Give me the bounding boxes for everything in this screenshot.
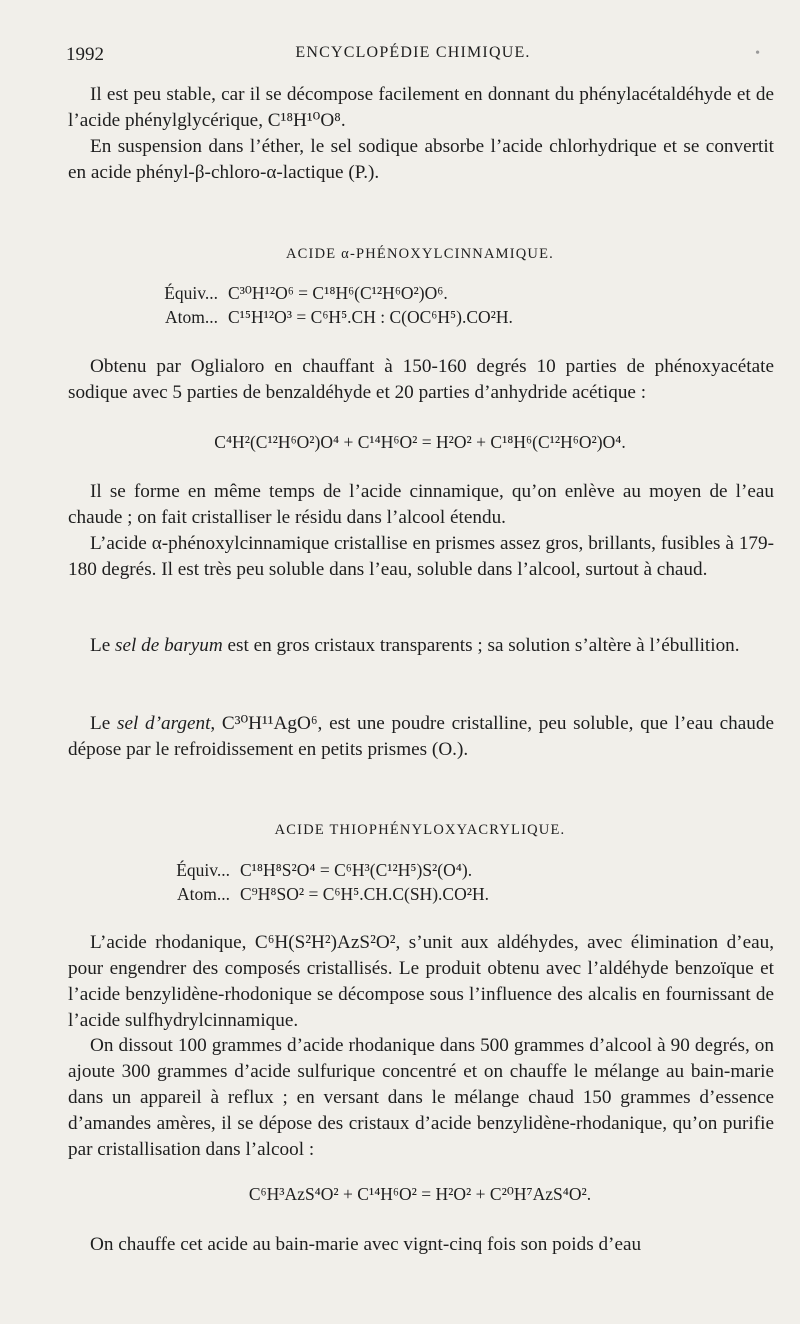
formula-atom-row-2 (130, 884, 489, 905)
atom-formula: C⁹H⁸SO² = C⁶H⁵.CH.C(SH).CO²H. (240, 884, 489, 904)
paragraph-decomposition: Il est peu stable, car il se décompose facilement en donnant du phénylacétaldéhyde et de l’acide phénylglycérique, C¹⁸H¹⁰O⁸. (68, 84, 774, 131)
text-fragment: Le (90, 713, 117, 734)
text-fragment: Le (90, 635, 116, 656)
section-heading-phenoxylcinnamique: ACIDE α-PHÉNOXYLCINNAMIQUE. (286, 246, 554, 262)
paragraph-chauffe: On chauffe cet acide au bain-marie avec vignt-cinq fois son poids d’eau (90, 1234, 642, 1255)
formula-equiv-row-1 (118, 283, 448, 304)
atom-label: Atom... (165, 307, 218, 327)
atom-formula: C¹⁵H¹²O³ = C⁶H⁵.CH : C(OC⁶H⁵).CO²H. (228, 307, 513, 327)
page-header (66, 44, 760, 70)
paragraph-preparation: On dissout 100 grammes d’acide rhodanique dans 500 grammes d’alcool à 90 degrés, on ajoute 300 grammes d’acide sulfurique concentré et on chauffe le mélange au bain-marie dans un appareil à reflux ; en versant dans le mélange chaud 150 grammes d’essence d’amandes amères, il se dépose des cristaux d’acide benzylidène-rhodanique, qu’on purifie par cristallisation dans l’alcool : (68, 1035, 774, 1160)
equiv-label: Équiv... (164, 283, 218, 303)
italic-term-baryum: sel de baryum (115, 635, 223, 656)
paragraph-sel-argent (68, 711, 774, 763)
text-fragment: , C³⁰H¹¹AgO⁶, est une poudre cristalline, peu soluble, que l’eau chaude dépose par le refroidissement en petits prismes (O.). (68, 713, 774, 760)
reaction-equation-2: C⁶H³AzS⁴O² + C¹⁴H⁶O² = H²O² + C²⁰H⁷AzS⁴O². (248, 1184, 592, 1204)
paragraph-suspension: En suspension dans l’éther, le sel sodique absorbe l’acide chlorhydrique et se convertit en acide phényl-β-chloro-α-lactique (P.). (68, 136, 774, 183)
paragraph-cinnamique: Il se forme en même temps de l’acide cinnamique, qu’on enlève au moyen de l’eau chaude ; on fait cristalliser le résidu dans l’alcool étendu. (68, 481, 774, 528)
paragraph-crystallisation: L’acide α-phénoxylcinnamique cristallise en prismes assez gros, brillants, fusibles à 179-180 degrés. Il est très peu soluble dans l’eau, soluble dans l’alcool, surtout à chaud. (68, 533, 774, 580)
ink-speck: • (755, 46, 760, 61)
equiv-label: Équiv... (176, 860, 230, 880)
paragraph-oglialoro: Obtenu par Oglialoro en chauffant à 150-160 degrés 10 parties de phénoxyacétate sodique avec 5 parties de benzaldéhyde et 20 parties d’anhydride acétique : (68, 356, 774, 403)
section-heading-thiophenyloxyacrylique: ACIDE THIOPHÉNYLOXYACRYLIQUE. (274, 822, 566, 838)
paragraph-acide-rhodanique: L’acide rhodanique, C⁶H(S²H²)AzS²O², s’unit aux aldéhydes, avec élimination d’eau, pour engendrer des composés cristallisés. Le produit obtenu avec l’aldéhyde benzoïque et l’acide benzylidène-rhodonique se décompose sous l’influence des alcalis en fournissant de l’acide sulfhydrylcinnamique. (68, 932, 774, 1031)
running-title: ENCYCLOPÉDIE CHIMIQUE. (295, 44, 531, 61)
paragraph-sel-baryum (68, 633, 774, 659)
formula-atom-row-1 (118, 307, 513, 328)
equiv-formula: C¹⁸H⁸S²O⁴ = C⁶H³(C¹²H⁵)S²(O⁴). (240, 860, 473, 880)
atom-label: Atom... (177, 884, 230, 904)
text-fragment: est en gros cristaux transparents ; sa solution s’altère à l’ébullition. (222, 635, 740, 656)
reaction-equation-1: C⁴H²(C¹²H⁶O²)O⁴ + C¹⁴H⁶O² = H²O² + C¹⁸H⁶(C¹²H⁶O²)O⁴. (214, 432, 626, 452)
page-number: 1992 (66, 44, 104, 65)
italic-term-argent: sel d’argent (116, 713, 211, 734)
equiv-formula: C³⁰H¹²O⁶ = C¹⁸H⁶(C¹²H⁶O²)O⁶. (228, 283, 448, 303)
formula-equiv-row-2 (130, 860, 472, 881)
